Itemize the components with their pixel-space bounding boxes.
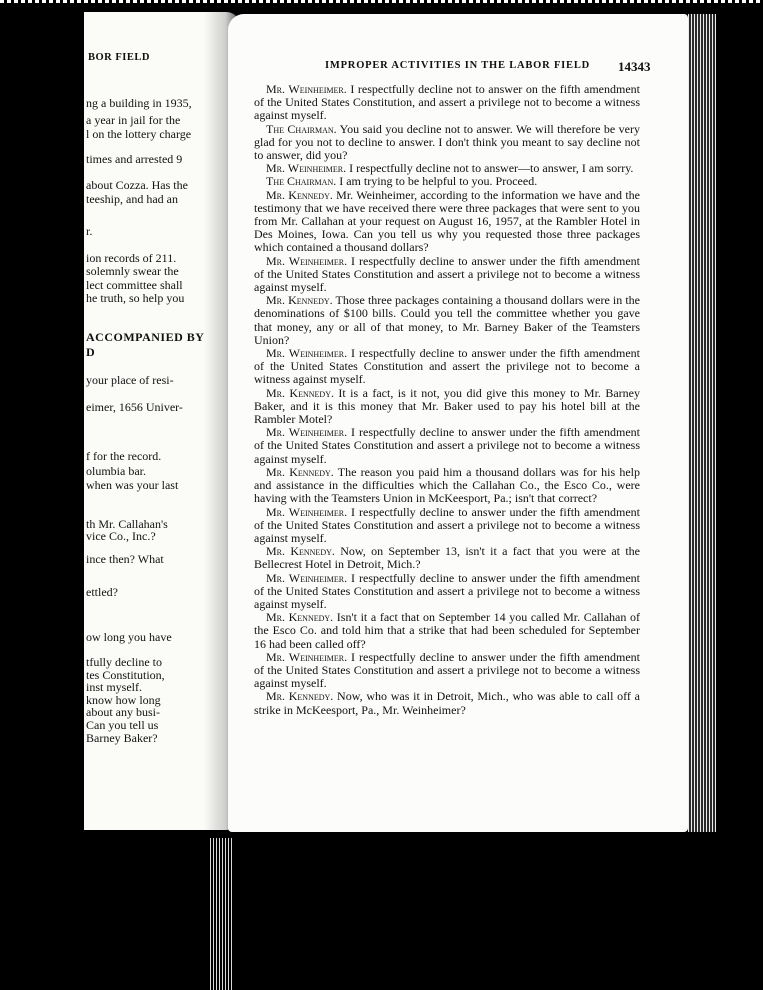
speaker: Mr. Weinheimer.: [266, 253, 348, 268]
transcript-paragraph: [254, 387, 640, 427]
statement: I respectfully decline to answer under the fifth amendment of the United States Constitution and assert a privilege not to become a witness against myself.: [254, 504, 640, 545]
left-line: tes Constitution,: [86, 668, 165, 682]
page-stack-edge: [688, 14, 716, 832]
left-line: eimer, 1656 Univer-: [86, 400, 183, 414]
left-line: tfully decline to: [86, 655, 162, 669]
speaker: Mr. Kennedy.: [266, 385, 334, 400]
transcript-paragraph: [254, 294, 640, 347]
transcript-paragraph: [254, 347, 640, 387]
left-line: r.: [86, 224, 93, 238]
left-line: ng a building in 1935,: [86, 96, 192, 110]
statement: Those three packages containing a thousand dollars were in the denominations of $100 bills. Could you tell the committee whether you gave that money, any or all of that money, to Mr. Barney Baker of the Teamsters Union?: [254, 293, 640, 347]
left-line: your place of resi-: [86, 373, 174, 387]
speaker: Mr. Kennedy.: [266, 293, 333, 308]
left-line: ettled?: [86, 585, 118, 599]
left-line: D: [86, 345, 96, 359]
speaker: Mr. Kennedy.: [266, 544, 335, 559]
left-line: vice Co., Inc.?: [86, 529, 156, 543]
statement: I am trying to be helpful to you. Proceed.: [336, 174, 538, 189]
statement: It is a fact, is it not, you did give this money to Mr. Barney Baker, and it is this money that Mr. Baker used to pay his hotel bill at the Rambler Motel?: [254, 385, 640, 427]
speaker: The Chairman.: [266, 174, 337, 189]
statement: Now, who was it in Detroit, Mich., who was able to call off a strike in McKeesport, Pa., Mr. Weinheimer?: [254, 689, 640, 717]
left-line: inst myself.: [86, 680, 142, 694]
main-page: [228, 14, 688, 832]
speaker: Mr. Weinheimer.: [266, 346, 348, 361]
left-line: times and arrested 9: [86, 152, 183, 166]
statement: I respectfully decline to answer under the fifth amendment of the United States Constitution and assert a privilege not to become a witness against myself.: [254, 570, 640, 611]
statement: The reason you paid him a thousand dollars was for his help and assistance in the difficulties which the Callahan Co., the Esco Co., were having with the Teamsters Union in McKeesport, Pa.; isn't that correct?: [254, 464, 640, 506]
statement: I respectfully decline not to answer on the fifth amendment of the United States Constitution, and assert a privilege not to become a witness against myself.: [254, 82, 640, 123]
transcript-paragraph: [254, 690, 640, 716]
left-line: ow long you have: [86, 630, 172, 644]
statement: I respectfully decline to answer under the fifth amendment of the United States Constitution and assert a privilege not to become a witness against myself.: [254, 425, 640, 466]
statement: Isn't it a fact that on September 14 you called Mr. Callahan of the Esco Co. and told him that a strike that had been scheduled for September 16 had been called off?: [254, 610, 641, 651]
scan-top-edge: [0, 0, 763, 3]
left-line: f for the record.: [86, 449, 162, 463]
statement: I respectfully decline to answer under the fifth amendment of the United States Constitution and assert a privilege not to become a witness against myself.: [254, 649, 640, 691]
left-line: ACCOMPANIED BY: [86, 330, 205, 344]
transcript-paragraph: [254, 545, 640, 571]
left-line: ion records of 211.: [86, 251, 177, 265]
statement: I respectfully decline to answer under the fifth amendment of the United States Constitution and assert the privilege not to become a witness against myself.: [254, 346, 640, 387]
transcript-paragraph: [254, 651, 640, 691]
statement: Now, on September 13, isn't it a fact that you were at the Bellecrest Hotel in Detroit, Mich.?: [254, 544, 640, 572]
transcript-paragraph: [254, 123, 640, 163]
left-line: ince then? What: [86, 552, 164, 566]
left-line: when was your last: [86, 478, 179, 492]
transcript-paragraph: [254, 506, 640, 546]
left-line: Can you tell us: [86, 718, 159, 732]
speaker: Mr. Weinheimer.: [266, 161, 347, 176]
speaker: The Chairman.: [266, 121, 337, 136]
left-line: about any busi-: [86, 705, 160, 719]
transcript-paragraph: [254, 426, 640, 466]
speaker: Mr. Kennedy.: [266, 187, 333, 202]
speaker: Mr. Kennedy.: [266, 464, 334, 479]
book-binding-edge: [210, 838, 232, 990]
transcript-paragraph: [254, 255, 640, 295]
speaker: Mr. Weinheimer.: [266, 425, 348, 440]
left-line: l on the lottery charge: [86, 127, 192, 141]
left-line: teeship, and had an: [86, 192, 178, 206]
transcript-paragraph: [254, 611, 640, 651]
transcript-paragraph: [254, 572, 640, 612]
speaker: Mr. Weinheimer.: [266, 82, 347, 96]
statement: You said you decline not to answer. We will therefore be very glad for you not to decline to answer. I don't think you meant to say decline not to answer, did you?: [254, 121, 640, 163]
left-line: solemnly swear the: [86, 264, 179, 278]
hearing-transcript: [254, 83, 640, 717]
left-line: about Cozza. Has the: [86, 178, 188, 192]
running-head: IMPROPER ACTIVITIES IN THE LABOR FIELD: [325, 60, 591, 71]
speaker: Mr. Weinheimer.: [266, 570, 348, 585]
transcript-paragraph: [254, 189, 640, 255]
transcript-paragraph: [254, 83, 640, 123]
left-line: th Mr. Callahan's: [86, 517, 168, 531]
speaker: Mr. Kennedy.: [266, 689, 334, 704]
left-line: know how long: [86, 693, 161, 707]
left-line: Barney Baker?: [86, 731, 158, 745]
left-line: olumbia bar.: [86, 464, 146, 478]
left-line: a year in jail for the: [86, 113, 181, 127]
statement: I respectfully decline to answer under the fifth amendment of the United States Constitution and assert a privilege not to become a witness against myself.: [254, 253, 640, 295]
statement: I respectfully decline not to answer—to answer, I am sorry.: [346, 161, 634, 176]
page-number: 14343: [618, 59, 651, 74]
speaker: Mr. Weinheimer.: [266, 649, 348, 664]
speaker: Mr. Kennedy.: [266, 610, 334, 625]
statement: Mr. Weinheimer, according to the information we have and the testimony that we have received there were three packages that were sent to you from Mr. Callahan at your request on August 16, 1957, at the Rambler Hotel in Des Moines, Iowa. Can you tell us why you requested those three packages which contained a thousand dollars?: [254, 187, 640, 255]
transcript-paragraph: [254, 466, 640, 506]
left-running-head: BOR FIELD: [88, 52, 150, 63]
left-line: lect committee shall: [86, 278, 183, 292]
speaker: Mr. Weinheimer.: [266, 504, 348, 519]
left-line: he truth, so help you: [86, 291, 185, 305]
